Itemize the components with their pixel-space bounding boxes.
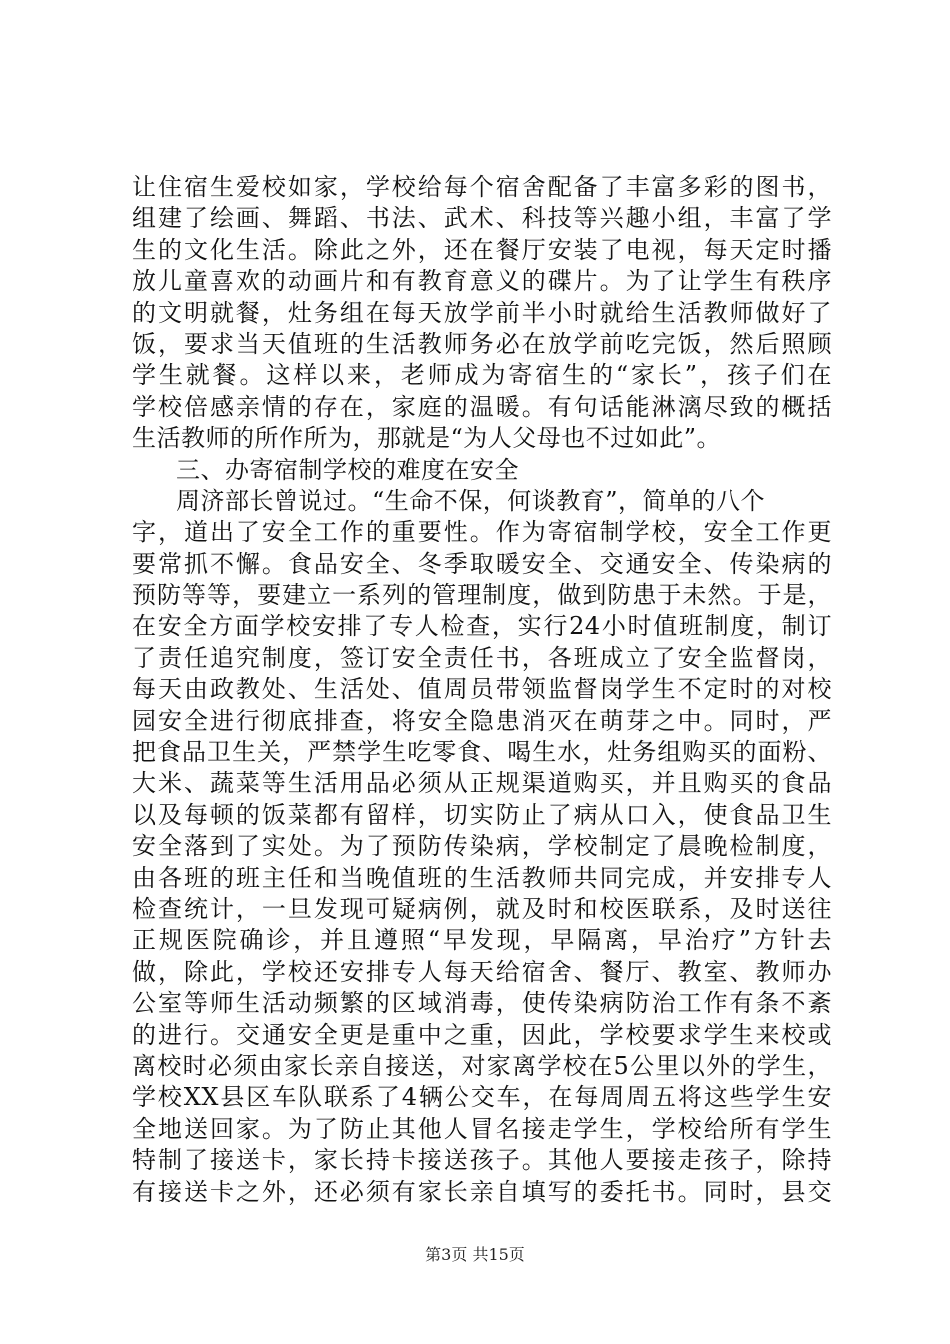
- text-line: 学生就餐。这样以来，老师成为寄宿生的“家长”，孩子们在: [132, 361, 832, 390]
- text-line: 学校XX县区车队联系了4辆公交车，在每周周五将这些学生安: [132, 1083, 832, 1112]
- text-line: 字，道出了安全工作的重要性。作为寄宿制学校，安全工作更: [132, 518, 832, 547]
- text-line: 有接送卡之外，还必须有家长亲自填写的委托书。同时，县交: [132, 1177, 832, 1206]
- text-line: 做，除此，学校还安排专人每天给宿舍、餐厅、教室、教师办: [132, 957, 832, 986]
- text-line: 检查统计，一旦发现可疑病例，就及时和校医联系，及时送往: [132, 894, 832, 923]
- text-line: 了责任追究制度，签订安全责任书，各班成立了安全监督岗，: [132, 643, 832, 672]
- text-line: 饭，要求当天值班的生活教师务必在放学前吃完饭，然后照顾: [132, 329, 832, 358]
- text-line: 每天由政教处、生活处、值周员带领监督岗学生不定时的对校: [132, 675, 832, 704]
- text-line: 生的文化生活。除此之外，还在餐厅安装了电视，每天定时播: [132, 235, 832, 264]
- text-line: 预防等等，要建立一系列的管理制度，做到防患于未然。于是，: [132, 581, 832, 610]
- text-line: 组建了绘画、舞蹈、书法、武术、科技等兴趣小组，丰富了学: [132, 204, 832, 233]
- document-body: [132, 172, 832, 1208]
- text-line: 全地送回家。为了防止其他人冒名接走学生，学校给所有学生: [132, 1114, 832, 1143]
- text-line: 离校时必须由家长亲自接送，对家离学校在5公里以外的学生，: [132, 1051, 832, 1080]
- text-line: 特制了接送卡，家长持卡接送孩子。其他人要接走孩子，除持: [132, 1146, 832, 1175]
- text-line: 的文明就餐，灶务组在每天放学前半小时就给生活教师做好了: [132, 298, 832, 327]
- text-line: 要常抓不懈。食品安全、冬季取暖安全、交通安全、传染病的: [132, 549, 832, 578]
- text-line: 园安全进行彻底排查，将安全隐患消灭在萌芽之中。同时，严: [132, 706, 832, 735]
- text-line: 把食品卫生关，严禁学生吃零食、喝生水，灶务组购买的面粉、: [132, 738, 832, 767]
- text-line: 安全落到了实处。为了预防传染病，学校制定了晨晚检制度，: [132, 832, 832, 861]
- text-line: 的进行。交通安全更是重中之重，因此，学校要求学生来校或: [132, 1020, 832, 1049]
- text-line: 放儿童喜欢的动画片和有教育意义的碟片。为了让学生有秩序: [132, 267, 832, 296]
- text-line: 生活教师的所作所为，那就是“为人父母也不过如此”。: [132, 424, 722, 453]
- text-line: 正规医院确诊，并且遵照“早发现，早隔离，早治疗”方针去: [132, 926, 832, 955]
- text-line: 大米、蔬菜等生活用品必须从正规渠道购买，并且购买的食品: [132, 769, 832, 798]
- text-line: 以及每顿的饭菜都有留样，切实防止了病从口入，使食品卫生: [132, 800, 832, 829]
- page-number-footer: 第3页 共15页: [425, 1245, 525, 1264]
- text-line: 让住宿生爱校如家，学校给每个宿舍配备了丰富多彩的图书，: [132, 173, 832, 201]
- text-line: 在安全方面学校安排了专人检查，实行24小时值班制度，制订: [132, 612, 832, 641]
- text-line: 学校倍感亲情的存在，家庭的温暖。有句话能淋漓尽致的概括: [132, 392, 832, 421]
- paragraph-first-line: 周济部长曾说过。“生命不保，何谈教育”，简单的八个: [176, 486, 766, 515]
- text-line: 由各班的班主任和当晚值班的生活教师共同完成，并安排专人: [132, 863, 832, 892]
- section-heading: 三、办寄宿制学校的难度在安全: [176, 455, 519, 484]
- text-line: 公室等师生活动频繁的区域消毒，使传染病防治工作有条不紊: [132, 989, 832, 1018]
